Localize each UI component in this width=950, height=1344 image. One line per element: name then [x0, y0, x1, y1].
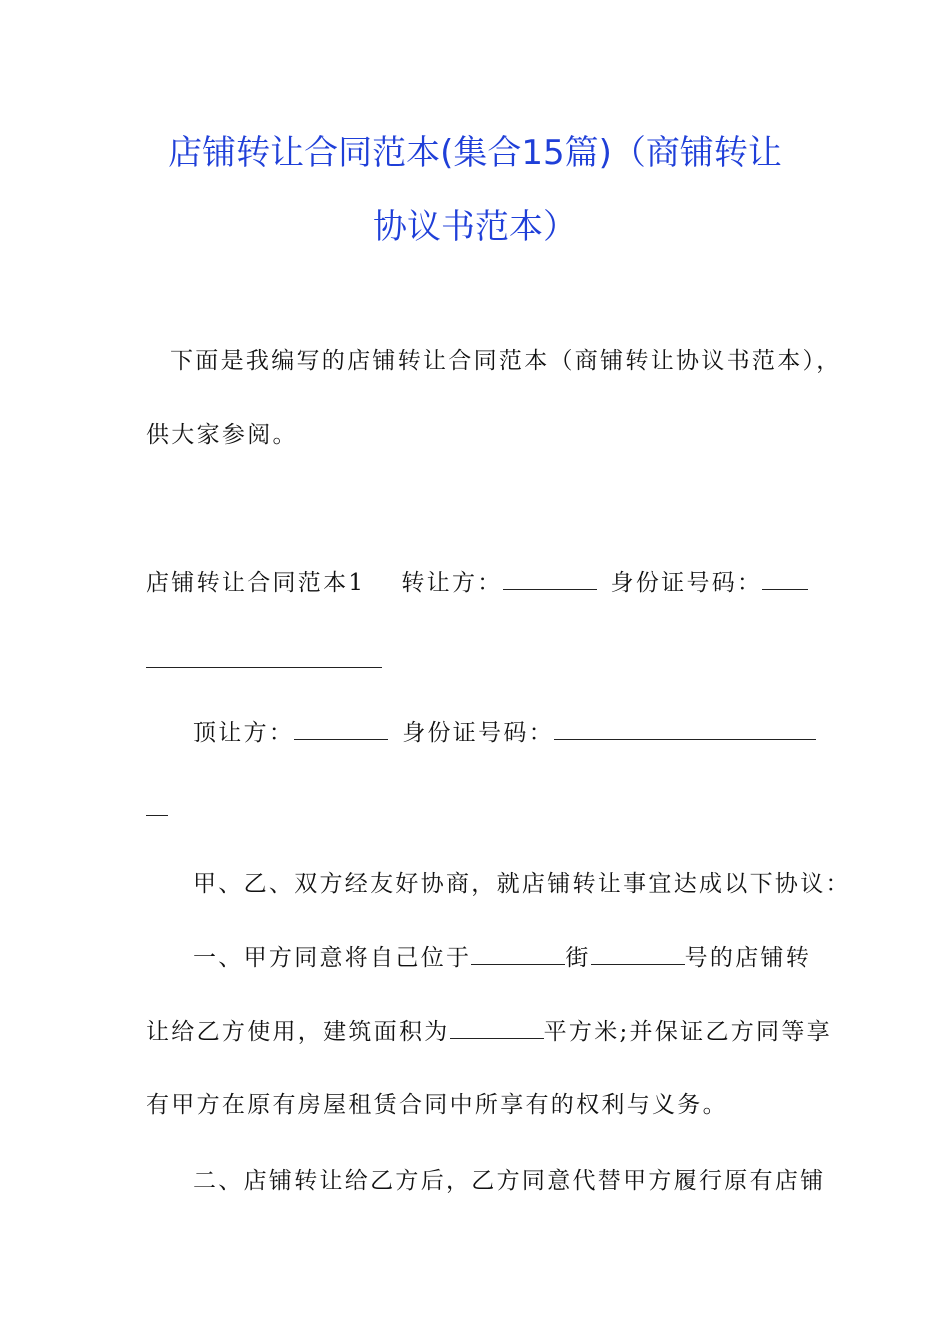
document-title-line-2: 协议书范本）	[373, 207, 577, 247]
transferee-label: 顶让方：	[193, 720, 295, 746]
clause1-line-1	[193, 942, 811, 973]
clause2-line-1: 二、店铺转让给乙方后，乙方同意代替甲方履行原有店铺	[193, 1168, 826, 1194]
contract-heading-line	[146, 567, 808, 598]
clause1-text-a: 一、甲方同意将自己位于	[193, 945, 472, 971]
transferee-id-blank-end[interactable]	[146, 793, 168, 816]
transferor-id-blank-start[interactable]	[762, 567, 808, 590]
clause1-line2-a: 让给乙方使用，建筑面积为	[146, 1019, 450, 1045]
clause1-line-3: 有甲方在原有房屋租赁合同中所享有的权利与义务。	[146, 1092, 728, 1118]
transferor-id-label: 身份证号码：	[610, 570, 763, 596]
agreement-line: 甲、乙、双方经友好协商，就店铺转让事宜达成以下协议：	[193, 871, 851, 897]
transferor-id-blank-end[interactable]	[146, 645, 382, 668]
contract-heading: 店铺转让合同范本1	[146, 570, 366, 596]
area-blank[interactable]	[450, 1016, 544, 1039]
transferor-id-continuation	[146, 645, 382, 676]
clause1-line-2	[146, 1016, 832, 1047]
street-blank[interactable]	[471, 942, 565, 965]
document-title-line-1: 店铺转让合同范本(集合15篇)（商铺转让	[168, 133, 782, 173]
clause1-street: 街	[565, 945, 591, 971]
transferor-label: 转让方：	[401, 570, 503, 596]
transferee-line	[193, 717, 816, 748]
clause1-line2-b: 平方米;并保证乙方同等享	[543, 1019, 832, 1045]
intro-line-2: 供大家参阅。	[146, 422, 298, 448]
clause1-text-b: 号的店铺转	[684, 945, 812, 971]
transferor-name-blank[interactable]	[503, 567, 597, 590]
transferee-id-continuation	[146, 793, 168, 824]
transferee-id-label: 身份证号码：	[402, 720, 555, 746]
transferee-name-blank[interactable]	[294, 717, 388, 740]
transferee-id-blank-start[interactable]	[554, 717, 816, 740]
number-blank[interactable]	[591, 942, 685, 965]
intro-line-1: 下面是我编写的店铺转让合同范本（商铺转让协议书范本），	[170, 348, 842, 374]
